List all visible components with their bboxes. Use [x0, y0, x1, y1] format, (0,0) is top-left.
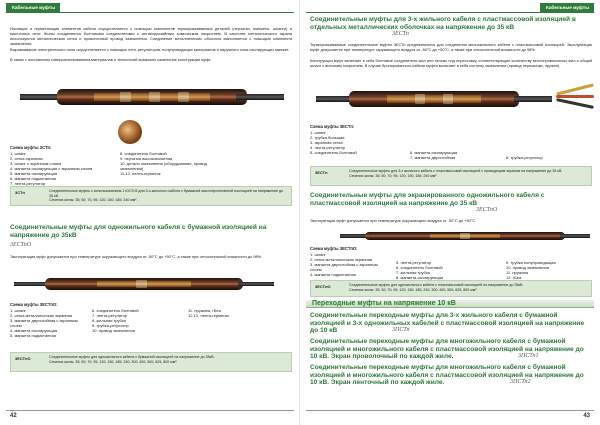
heading-single-core-plastic: Соединительные муфты для экранированного одножильного кабеля с пластмассовой изоляцией на напряжение до 35 кВ [310, 192, 545, 207]
left-intro-2: Выравнивание электрического поля осуществляется с помощью лент-регуляторов, полупроводящих материалов и наружного слоя изолирующих манжет. [10, 47, 290, 52]
left-header-rule [6, 12, 294, 13]
scheme-3estp-list-1: 1. шланг 2. трубка большая 3. экранная сетка 4. лента-регулятор 5. соединитель болтовой [310, 130, 357, 155]
scheme-3estpo-right-list-1: 1. шланг 2. сетка металлическая экранная 3. манжета двухслойная с экранным слоем 4. манжета подмотанная [310, 252, 378, 277]
info-box-3stp-text: Соединительные муфты с использованием 1 ЮСТп3 для 3-х-жильного кабеля с бумажной маслопропитанной изоляцией на напряжение до 35 кВ. [49, 189, 284, 198]
scheme-3stp-list-2: 8. соединитель болтовой 9. перчатка высоковольтная 10. детали заземления (оборудование, провод заземления) 11,12. лента-герметик [120, 151, 207, 176]
scheme-3estpo-title: Схема муфты 3ЕСТпО: [10, 302, 58, 307]
code-3estp: 3ЕСТп [392, 31, 409, 37]
scheme-3estp-title: Схема муфты 3ЕСТп: [310, 124, 355, 129]
wire-bundle-image [556, 82, 596, 112]
heading-single-core-paper: Соединительные муфты для одножильного кабеля с бумажной изоляцией на напряжение до 35кВ [10, 224, 267, 239]
info-box-3stp [10, 186, 292, 206]
joint-3estp-photo [316, 78, 552, 120]
code-3pstp: 3ПСТп [392, 327, 410, 333]
cable-cross-section-image [118, 120, 142, 144]
scheme-3estpo-list-3: 11. пружина, гБеа 12,13. лента-герметик [188, 308, 229, 318]
code-3pstp2: 3ПСТп2 [510, 379, 531, 385]
info-box-3stp-sections: Сечения жилы: 35; 50; 70; 95; 120; 150; 185; 240 мм². [49, 198, 138, 203]
info-box-3estp-text: Соединительные муфты для 3-х жильного кабеля с пластмассовой изоляцией с проводящим экраном на напряжение до 35 кВ. [349, 169, 563, 173]
code-3estpo-right: 3ЕСТпО [476, 207, 498, 213]
heading-transition-wire-screen: Соединительные переходные муфты для многожильного кабеля с бумажной изоляцией и многожильного кабеля с пластмассовой изоляцией на напряжение до 10 кВ. Экран проволочный по каждой жиле. [310, 338, 584, 361]
left-intro: Изоляция и герметизация элементов кабеля осуществляется с помощью комплектов термоусаживаемых деталей (перчатки, манжеты, шланги) и мастичных лент. Жилы соединяются болтовыми соединителями с антикоррозийным химическим покрытием. В качестве металлического экрана используются металлическая сетка и проволочный провод заземления. Соединение металлических оболочек выполняется с помощью комплекта заземления. [10, 26, 292, 46]
info-box-3estpo-right-text: Соединительные муфты для одножильного кабеля с пластмассовой изоляцией на напряжение до 35кВ. [349, 283, 524, 287]
info-box-3estpo-right-sections: Сечения жилы: 35; 50; 70; 95; 120; 150; 185; 240; 300; 400; 500; 625; 800 мм². [349, 287, 478, 292]
right-footer-rule [306, 410, 594, 411]
info-box-3estp-sections: Сечения жилы: 35; 50; 70; 95; 120; 150; 185; 240 мм². [349, 173, 438, 178]
info-box-3estpo-right-label: 3ЕСТпО [315, 284, 331, 289]
info-box-3estpo-label: 3ЕСТпО [15, 356, 31, 361]
heading-3core-plastic: Соединительные муфты для 3-х жильного кабеля с пластмассовой изоляцией в отдельных металлических оболочках на напряжение до 35 кВ [310, 16, 576, 31]
text-single-core-paper: Эксплуатация муфт допускается при температуре окружающего воздуха от -50°С до +50°С, а также при относительной влажности до 98%. [10, 254, 263, 259]
info-box-3estpo-text: Соединительные муфты для одножильного кабеля с бумажной изоляцией на напряжение до 35кВ. [49, 355, 215, 359]
info-box-3estpo [10, 352, 292, 372]
text-single-core-plastic: Эксплуатация муфт допускается при температуре окружающего воздуха от -50°С до +50°С. [310, 218, 477, 223]
joint-3estpo-photo [14, 270, 274, 298]
text-3core-plastic-2: Конструкция муфт включает в себя болтовые соединители жил или гильзы под опрессовку, соответствующие количеству многопроволочных жил и общий шланг с внешним покрытием. В случае бронированного кабеля муфта включает в себя систему заземления (провод перемычки, пружин). [310, 58, 592, 68]
text-3core-plastic: Термоусаживаемые соединительные муфты 3ЕСТп предназначены для соединения многожильного кабеля с пластмассовой изоляцией. Эксплуатация муфт допускается при температуре окружающего воздуха от -50°С до +50°С, а также при относительной влажности до 98%. [310, 42, 592, 52]
code-3estpo: 3ЕСТпО [10, 242, 32, 248]
code-3pstp1: 3ПСТп1 [518, 353, 539, 359]
right-page [300, 0, 600, 425]
info-box-3estp [310, 166, 592, 186]
scheme-3estpo-right-list-2: 5. лента-регулятор 6. соединитель болтовой 7. жильная трубка 8. манжета изолирующая [396, 260, 444, 280]
scheme-3estpo-right-list-3: 9. трубка полупроводящая 10. провод заземления 11. пружина 12. гБеа [506, 260, 556, 280]
page-number-left: 42 [10, 413, 17, 419]
scheme-3stp-title: Схема муфты 3СТп: [10, 145, 52, 150]
left-intro-3: В связи с постоянным совершенствованием материалов и технологий возможно изменение конструкции муфт. [10, 57, 212, 62]
info-box-3stp-label: 3СТп [15, 190, 25, 195]
info-box-3estpo-right [310, 280, 592, 297]
right-header: Кабельные муфты [540, 3, 594, 12]
joint-3estpo-right-photo [340, 226, 590, 246]
scheme-3estpo-list-2: 6. соединитель болтовой 7. лента-регулятор 8. жильная трубка 9. трубка-регулятор 10. провод заземления [92, 308, 139, 333]
heading-transition-tape-screen: Соединительные переходные муфты для многожильного кабеля с бумажной изоляцией и многожильного кабеля с пластмассовой изоляцией на напряжение до 10 кВ. Экран ленточный по каждой жиле. [310, 364, 584, 387]
info-box-3estp-label: 3ЕСТп [315, 170, 328, 175]
heading-transition-3core: Соединительные переходные муфты для 3-х жильного кабеля с бумажной изоляцией и 3-х одножильных кабелей с пластмассовой изоляцией на напряжение до 10 кВ [310, 312, 584, 335]
scheme-3stp-list-1: 1. шланг 2. сетка экранная 3. шланг с экранным слоем 4. манжета изолирующая с экранным слоем 5. манжета изолирующая 6. манжета подмотанная 7. лента-регулятор [10, 151, 93, 186]
info-box-3estpo-sections: Сечения жилы: 35; 50; 70; 95; 120; 150; 185; 240; 300; 400; 500; 625; 800 мм². [49, 359, 178, 364]
left-footer-rule [6, 410, 294, 411]
right-header-rule [306, 12, 594, 13]
scheme-3estpo-right-title: Схема муфты 3ЕСТпО: [310, 246, 358, 251]
scheme-3estp-list-2: 6. манжета изолирующая 7. манжета двухслойная [410, 150, 458, 160]
scheme-3estp-list-3: 8. трубка-регулятор [506, 155, 543, 160]
transition-joints-title: Переходные муфты на напряжение 10 кВ [312, 300, 456, 307]
scheme-3estpo-list-1: 1. шланг 2. сетка металлическая экранная 3. манжета двухслойная с экранным слоем 4. манжета изолирующая 5. манжета подмотанная [10, 308, 78, 338]
page-number-right: 43 [583, 413, 590, 419]
left-header: Кабельные муфты [6, 3, 60, 12]
joint-3stp-photo [20, 76, 284, 118]
